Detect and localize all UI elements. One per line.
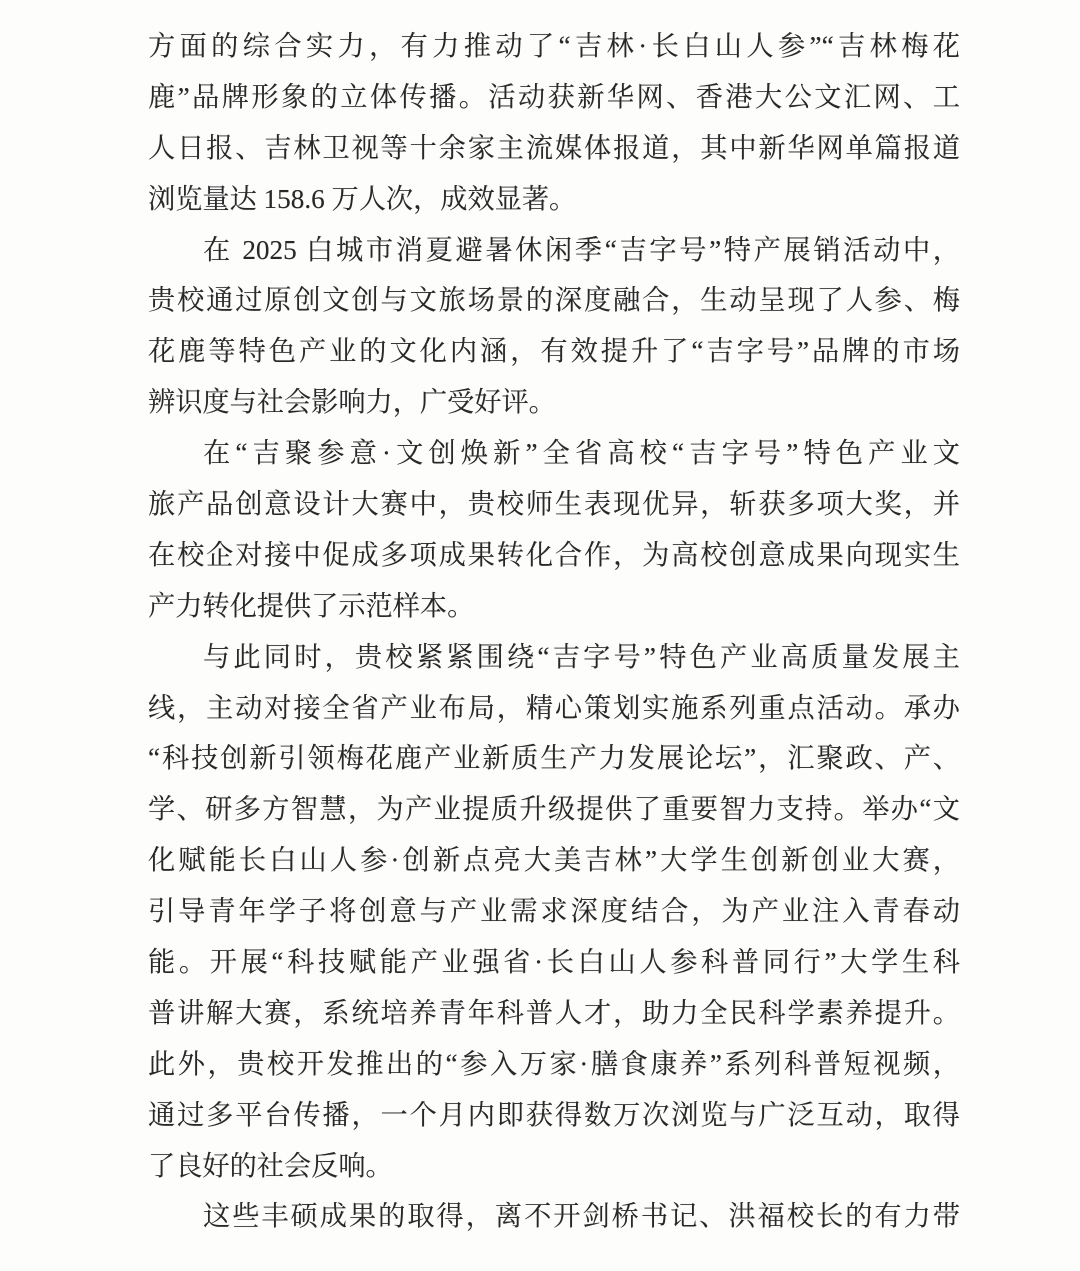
text-line: 学、研多方智慧，为产业提质升级提供了重要智力支持。举办“文 (148, 794, 960, 825)
text-line: 普讲解大赛，系统培养青年科普人才，助力全民科学素养提升。 (148, 997, 960, 1028)
text-line: 在 2025 白城市消夏避暑休闲季“吉字号”特产展销活动中， (203, 234, 960, 265)
text-line: 与此同时，贵校紧紧围绕“吉字号”特色产业高质量发展主 (203, 641, 960, 672)
text-line: 人日报、吉林卫视等十余家主流媒体报道，其中新华网单篇报道 (148, 132, 960, 163)
text-line: 浏览量达 158.6 万人次，成效显著。 (148, 183, 577, 214)
text-line: 在校企对接中促成多项成果转化合作，为高校创意成果向现实生 (148, 539, 960, 570)
document-body (148, 21, 960, 1242)
text-line: 了良好的社会反响。 (148, 1150, 393, 1181)
text-line: 方面的综合实力，有力推动了“吉林·长白山人参”“吉林梅花 (148, 31, 960, 61)
text-line: 引导青年学子将创意与产业需求深度结合，为产业注入青春动 (148, 896, 960, 927)
text-line: 通过多平台传播，一个月内即获得数万次浏览与广泛互动，取得 (148, 1099, 960, 1130)
text-line: 鹿”品牌形象的立体传播。活动获新华网、香港大公文汇网、工 (148, 81, 960, 112)
text-line: 产力转化提供了示范样本。 (148, 590, 475, 621)
paragraph (148, 21, 960, 225)
text-line: 在“吉聚参意·文创焕新”全省高校“吉字号”特色产业文 (203, 438, 960, 469)
text-line: 化赋能长白山人参·创新点亮大美吉林”大学生创新创业大赛， (148, 845, 960, 876)
paragraph (148, 428, 960, 632)
paragraph (148, 225, 960, 429)
paragraph (148, 1191, 960, 1242)
paragraph (148, 632, 960, 1192)
text-line: 线，主动对接全省产业布局，精心策划实施系列重点活动。承办 (148, 692, 960, 723)
text-line: 能。开展“科技赋能产业强省·长白山人参科普同行”大学生科 (148, 947, 960, 978)
text-line: 这些丰硕成果的取得，离不开剑桥书记、洪福校长的有力带 (203, 1201, 960, 1232)
text-line: 贵校通过原创文创与文旅场景的深度融合，生动呈现了人参、梅 (148, 285, 960, 316)
text-line: 辨识度与社会影响力，广受好评。 (148, 387, 556, 418)
text-line: 花鹿等特色产业的文化内涵，有效提升了“吉字号”品牌的市场 (148, 336, 960, 367)
text-line: 旅产品创意设计大赛中，贵校师生表现优异，斩获多项大奖，并 (148, 489, 960, 520)
text-line: “科技创新引领梅花鹿产业新质生产力发展论坛”，汇聚政、产、 (148, 743, 960, 774)
text-line: 此外，贵校开发推出的“参入万家·膳食康养”系列科普短视频， (148, 1048, 960, 1079)
